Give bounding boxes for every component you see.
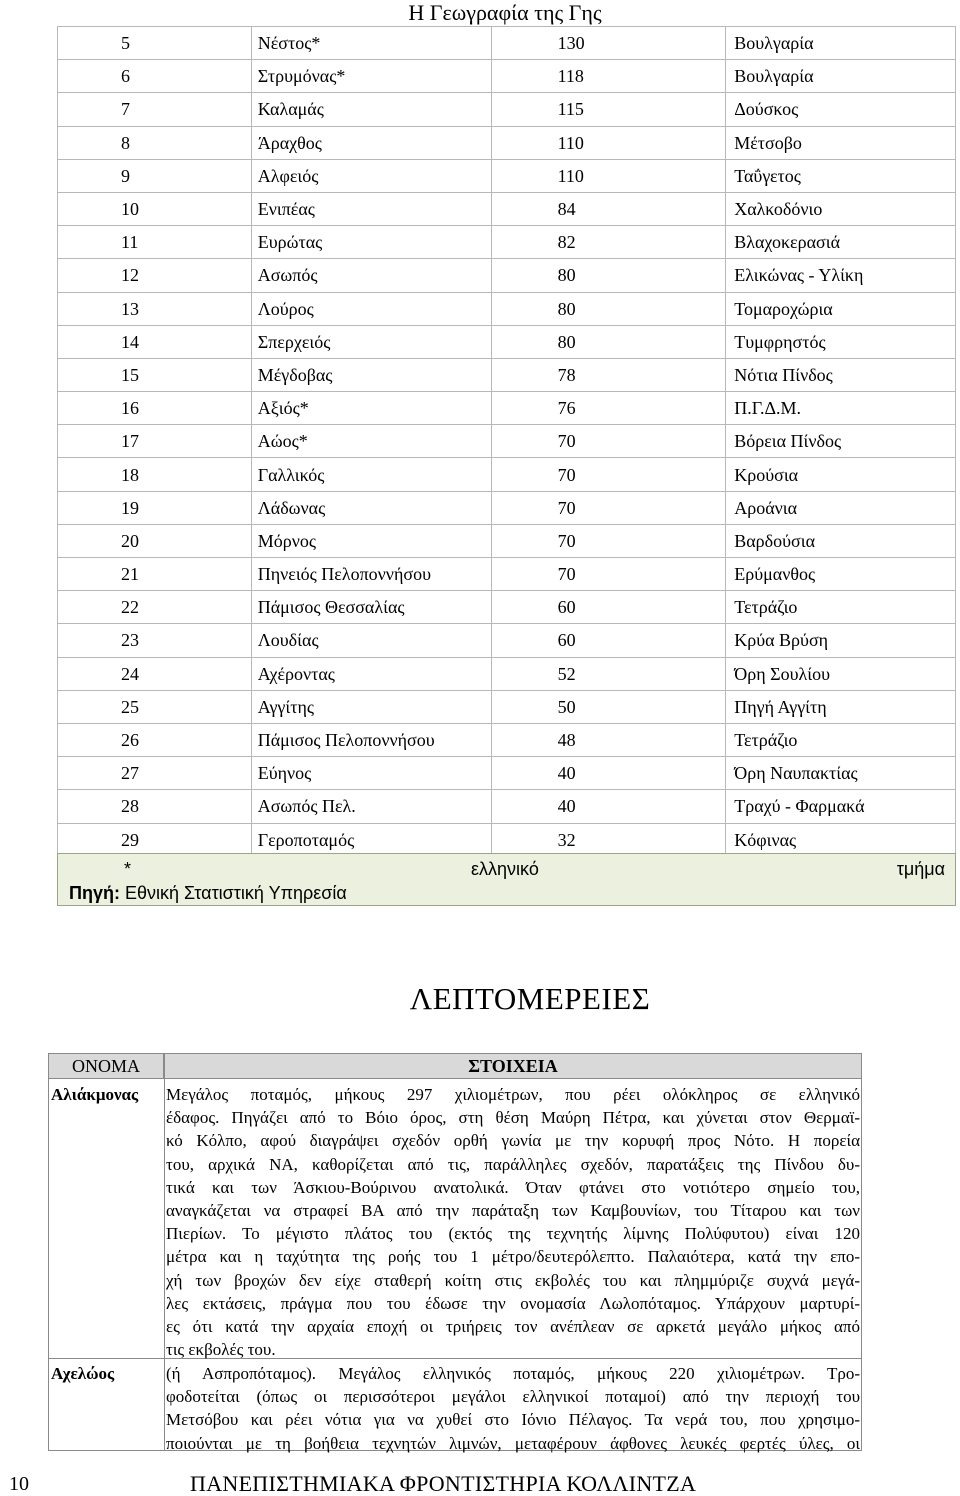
river-length: 40 bbox=[491, 757, 726, 790]
detail-text-line: (ή Ασπροπόταμος). Μεγάλος ελληνικός ποταμός, μήκους 220 χιλιομέτρων. Τρο- bbox=[166, 1364, 860, 1383]
river-length: 52 bbox=[491, 657, 726, 690]
river-source: Αροάνια bbox=[726, 491, 956, 524]
river-rank: 21 bbox=[58, 558, 252, 591]
river-source: Κόφινας bbox=[726, 823, 956, 856]
river-rank: 29 bbox=[58, 823, 252, 856]
river-rank: 27 bbox=[58, 757, 252, 790]
river-rank: 16 bbox=[58, 392, 252, 425]
note-part-word: τμήμα bbox=[896, 859, 945, 879]
river-length: 110 bbox=[491, 126, 726, 159]
river-length: 82 bbox=[491, 226, 726, 259]
river-source: Χαλκοδόνιο bbox=[726, 192, 956, 225]
river-rank: 17 bbox=[58, 425, 252, 458]
river-rank: 25 bbox=[58, 690, 252, 723]
river-source: Πηγή Αγγίτη bbox=[726, 690, 956, 723]
river-length: 110 bbox=[491, 159, 726, 192]
footer-title: ΠΑΝΕΠΙΣΤΗΜΙΑΚΑ ΦΡΟΝΤΙΣΤΗΡΙΑ ΚΟΛΛΙΝΤΖΑ bbox=[190, 1471, 697, 1496]
river-source: Τομαροχώρια bbox=[726, 292, 956, 325]
river-rank: 20 bbox=[58, 524, 252, 557]
table-row bbox=[58, 524, 956, 557]
detail-name-aliakmonas: Αλιάκμονας bbox=[51, 1085, 139, 1104]
river-source: Τετράζιο bbox=[726, 591, 956, 624]
river-name: Λουδίας bbox=[251, 624, 491, 657]
river-rank: 5 bbox=[58, 27, 252, 60]
table-row bbox=[58, 325, 956, 358]
river-name: Ασωπός Πελ. bbox=[251, 790, 491, 823]
table-row bbox=[58, 93, 956, 126]
table-row bbox=[58, 591, 956, 624]
river-length: 70 bbox=[491, 524, 726, 557]
river-name: Άραχθος bbox=[251, 126, 491, 159]
river-name: Νέστος* bbox=[251, 27, 491, 60]
detail-text-line: χή των βροχών δεν είχε σταθερή κοίτη στις εκβολές του και πλημμύριζε συχνά μεγά- bbox=[166, 1270, 860, 1290]
river-rank: 15 bbox=[58, 358, 252, 391]
river-length: 76 bbox=[491, 392, 726, 425]
detail-text-line: έδαφος. Πηγάζει από το Βόιο όρος, στη θέση Μαύρη Πέτρα, και χύνεται στον Θερμαϊ- bbox=[166, 1108, 860, 1128]
table-row bbox=[58, 458, 956, 491]
detail-text-line: Μεγάλος ποταμός, μήκους 297 χιλιομέτρων, που ρέει ολόκληρος σε ελληνικό bbox=[166, 1085, 860, 1104]
detail-text-line: ες ότι κατά την αρχαία εποχή οι τριήρεις τον ανέπλεαν σε αρκετά μεγάλο μήκος από bbox=[166, 1317, 860, 1337]
river-length: 48 bbox=[491, 723, 726, 756]
table-row bbox=[58, 790, 956, 823]
table-row bbox=[58, 27, 956, 60]
river-name: Πάμισος Πελοποννήσου bbox=[251, 723, 491, 756]
river-name: Πηνειός Πελοποννήσου bbox=[251, 558, 491, 591]
detail-text-line: τις εκβολές του. bbox=[166, 1340, 276, 1360]
table-row bbox=[58, 558, 956, 591]
river-name: Αώος* bbox=[251, 425, 491, 458]
river-name: Ευρώτας bbox=[251, 226, 491, 259]
river-name: Μόρνος bbox=[251, 524, 491, 557]
river-length: 70 bbox=[491, 491, 726, 524]
river-rank: 12 bbox=[58, 259, 252, 292]
river-source: Νότια Πίνδος bbox=[726, 358, 956, 391]
river-name: Λάδωνας bbox=[251, 491, 491, 524]
river-rank: 11 bbox=[58, 226, 252, 259]
river-rank: 14 bbox=[58, 325, 252, 358]
table-row bbox=[58, 690, 956, 723]
detail-text-line: φοδοτείται (όπως οι περισσότεροι μεγάλοι ελληνικοί ποταμοί) από την περιοχή του bbox=[166, 1387, 860, 1407]
note-source bbox=[69, 883, 347, 904]
river-rank: 26 bbox=[58, 723, 252, 756]
river-length: 70 bbox=[491, 458, 726, 491]
river-source: Ελικώνας - Υλίκη bbox=[726, 259, 956, 292]
river-rank: 7 bbox=[58, 93, 252, 126]
river-source: Όρη Ναυπακτίας bbox=[726, 757, 956, 790]
table-row bbox=[58, 657, 956, 690]
river-rank: 9 bbox=[58, 159, 252, 192]
detail-text-line: αναγκάζεται να στραφεί ΒΑ από την παράταξη των Καμβουνίων, του Τίταρου και των bbox=[166, 1201, 860, 1221]
details-header-name: ΟΝΟΜΑ bbox=[48, 1053, 164, 1079]
river-name: Αξιός* bbox=[251, 392, 491, 425]
detail-text-line: μέτρα και η ταχύτητα της ροής του 1 μέτρο/δευτερόλεπτο. Παλαιότερα, κατά την επο- bbox=[166, 1247, 860, 1267]
table-note bbox=[57, 853, 956, 906]
detail-text-line: Πιερίων. Το μέγιστο πλάτος του (εκτός της τεχνητής λίμνης Πολύφυτου) είναι 120 bbox=[166, 1224, 860, 1244]
river-name: Αγγίτης bbox=[251, 690, 491, 723]
river-source: Τετράζιο bbox=[726, 723, 956, 756]
table-row bbox=[58, 60, 956, 93]
river-rank: 13 bbox=[58, 292, 252, 325]
river-rank: 10 bbox=[58, 192, 252, 225]
river-name: Αχέροντας bbox=[251, 657, 491, 690]
river-length: 84 bbox=[491, 192, 726, 225]
table-row bbox=[58, 723, 956, 756]
river-length: 70 bbox=[491, 425, 726, 458]
note-asterisk: * bbox=[124, 859, 132, 879]
note-source-value: Εθνική Στατιστική Υπηρεσία bbox=[125, 883, 347, 903]
detail-text-line: ποιούνται με τη βοήθεια τεχνητών λιμνών, μεταφέρουν άφθονες λευκές φερτές ύλες, οι bbox=[166, 1433, 860, 1453]
note-greek-word: ελληνικό bbox=[471, 859, 539, 879]
river-source: Βόρεια Πίνδος bbox=[726, 425, 956, 458]
table-row bbox=[58, 757, 956, 790]
table-row bbox=[58, 624, 956, 657]
detail-text-line: τικά και των Άσκιου-Βούρινου ανατολικά. Όταν φτάνει στο νοτιότερο σημείο του, bbox=[166, 1177, 860, 1197]
details-column-divider bbox=[164, 1079, 165, 1451]
table-row bbox=[58, 491, 956, 524]
river-name: Ενιπέας bbox=[251, 192, 491, 225]
river-rank: 22 bbox=[58, 591, 252, 624]
river-rank: 18 bbox=[58, 458, 252, 491]
detail-name-acheloos: Αχελώος bbox=[51, 1364, 115, 1383]
table-row bbox=[58, 159, 956, 192]
table-row bbox=[58, 226, 956, 259]
river-length: 80 bbox=[491, 292, 726, 325]
river-source: Μέτσοβο bbox=[726, 126, 956, 159]
table-row bbox=[58, 126, 956, 159]
detail-text-acheloos bbox=[166, 1362, 860, 1455]
detail-text-line: λες εκτάσεις, πράγμα που του έδωσε την ονομασία Λωλοπόταμος. Υπάρχουν μαρτυρί- bbox=[166, 1293, 860, 1313]
table-row bbox=[58, 292, 956, 325]
river-length: 115 bbox=[491, 93, 726, 126]
table-row bbox=[58, 823, 956, 856]
detail-text-line: Μετσόβου και ρέει νότια για να χυθεί στο Ιόνιο Πέλαγος. Τα νερά του, που χρησιμο- bbox=[166, 1410, 860, 1430]
details-header-data: ΣΤΟΙΧΕΙΑ bbox=[164, 1053, 862, 1079]
river-name: Ασωπός bbox=[251, 259, 491, 292]
table-row bbox=[58, 259, 956, 292]
river-rank: 19 bbox=[58, 491, 252, 524]
river-source: Όρη Σουλίου bbox=[726, 657, 956, 690]
river-source: Βαρδούσια bbox=[726, 524, 956, 557]
river-name: Στρυμόνας* bbox=[251, 60, 491, 93]
table-row bbox=[58, 392, 956, 425]
river-source: Ερύμανθος bbox=[726, 558, 956, 591]
river-length: 78 bbox=[491, 358, 726, 391]
river-rank: 24 bbox=[58, 657, 252, 690]
river-rank: 23 bbox=[58, 624, 252, 657]
rivers-table-body bbox=[58, 27, 956, 857]
river-length: 50 bbox=[491, 690, 726, 723]
river-source: Δούσκος bbox=[726, 93, 956, 126]
river-source: Βουλγαρία bbox=[726, 60, 956, 93]
river-length: 60 bbox=[491, 624, 726, 657]
detail-text-aliakmonas bbox=[166, 1083, 860, 1361]
river-name: Εύηνος bbox=[251, 757, 491, 790]
river-rank: 8 bbox=[58, 126, 252, 159]
table-row bbox=[58, 358, 956, 391]
river-name: Πάμισος Θεσσαλίας bbox=[251, 591, 491, 624]
page-number: 10 bbox=[9, 1473, 29, 1495]
river-source: Κρύα Βρύση bbox=[726, 624, 956, 657]
river-length: 70 bbox=[491, 558, 726, 591]
river-name: Γεροποταμός bbox=[251, 823, 491, 856]
river-source: Π.Γ.Δ.Μ. bbox=[726, 392, 956, 425]
detail-text-line: κό Κόλπο, αφού διαγράψει σχεδόν ορθή γωνία με την κορυφή προς Νότο. Η πορεία bbox=[166, 1131, 860, 1151]
river-name: Σπερχειός bbox=[251, 325, 491, 358]
river-length: 118 bbox=[491, 60, 726, 93]
page-header-title: Η Γεωγραφία της Γης bbox=[408, 0, 602, 25]
river-length: 130 bbox=[491, 27, 726, 60]
river-name: Μέγδοβας bbox=[251, 358, 491, 391]
table-row bbox=[58, 192, 956, 225]
river-source: Τυμφρηστός bbox=[726, 325, 956, 358]
river-length: 80 bbox=[491, 325, 726, 358]
river-name: Γαλλικός bbox=[251, 458, 491, 491]
river-source: Ταΰγετος bbox=[726, 159, 956, 192]
river-source: Βουλγαρία bbox=[726, 27, 956, 60]
note-source-label: Πηγή: bbox=[69, 883, 120, 903]
table-row bbox=[58, 425, 956, 458]
river-name: Λούρος bbox=[251, 292, 491, 325]
river-length: 60 bbox=[491, 591, 726, 624]
river-source: Βλαχοκερασιά bbox=[726, 226, 956, 259]
river-name: Αλφειός bbox=[251, 159, 491, 192]
river-length: 80 bbox=[491, 259, 726, 292]
river-source: Τραχύ - Φαρμακά bbox=[726, 790, 956, 823]
river-rank: 28 bbox=[58, 790, 252, 823]
river-name: Καλαμάς bbox=[251, 93, 491, 126]
river-length: 40 bbox=[491, 790, 726, 823]
river-source: Κρούσια bbox=[726, 458, 956, 491]
rivers-table bbox=[57, 26, 956, 857]
detail-text-line: του, αρχικά ΝΑ, καθορίζεται από τις, παράλληλες σχεδόν, παρατάξεις της Πίνδου δυ- bbox=[166, 1154, 860, 1174]
river-rank: 6 bbox=[58, 60, 252, 93]
details-section-title: ΛΕΠΤΟΜΕΡΕΙΕΣ bbox=[409, 981, 651, 1016]
river-length: 32 bbox=[491, 823, 726, 856]
